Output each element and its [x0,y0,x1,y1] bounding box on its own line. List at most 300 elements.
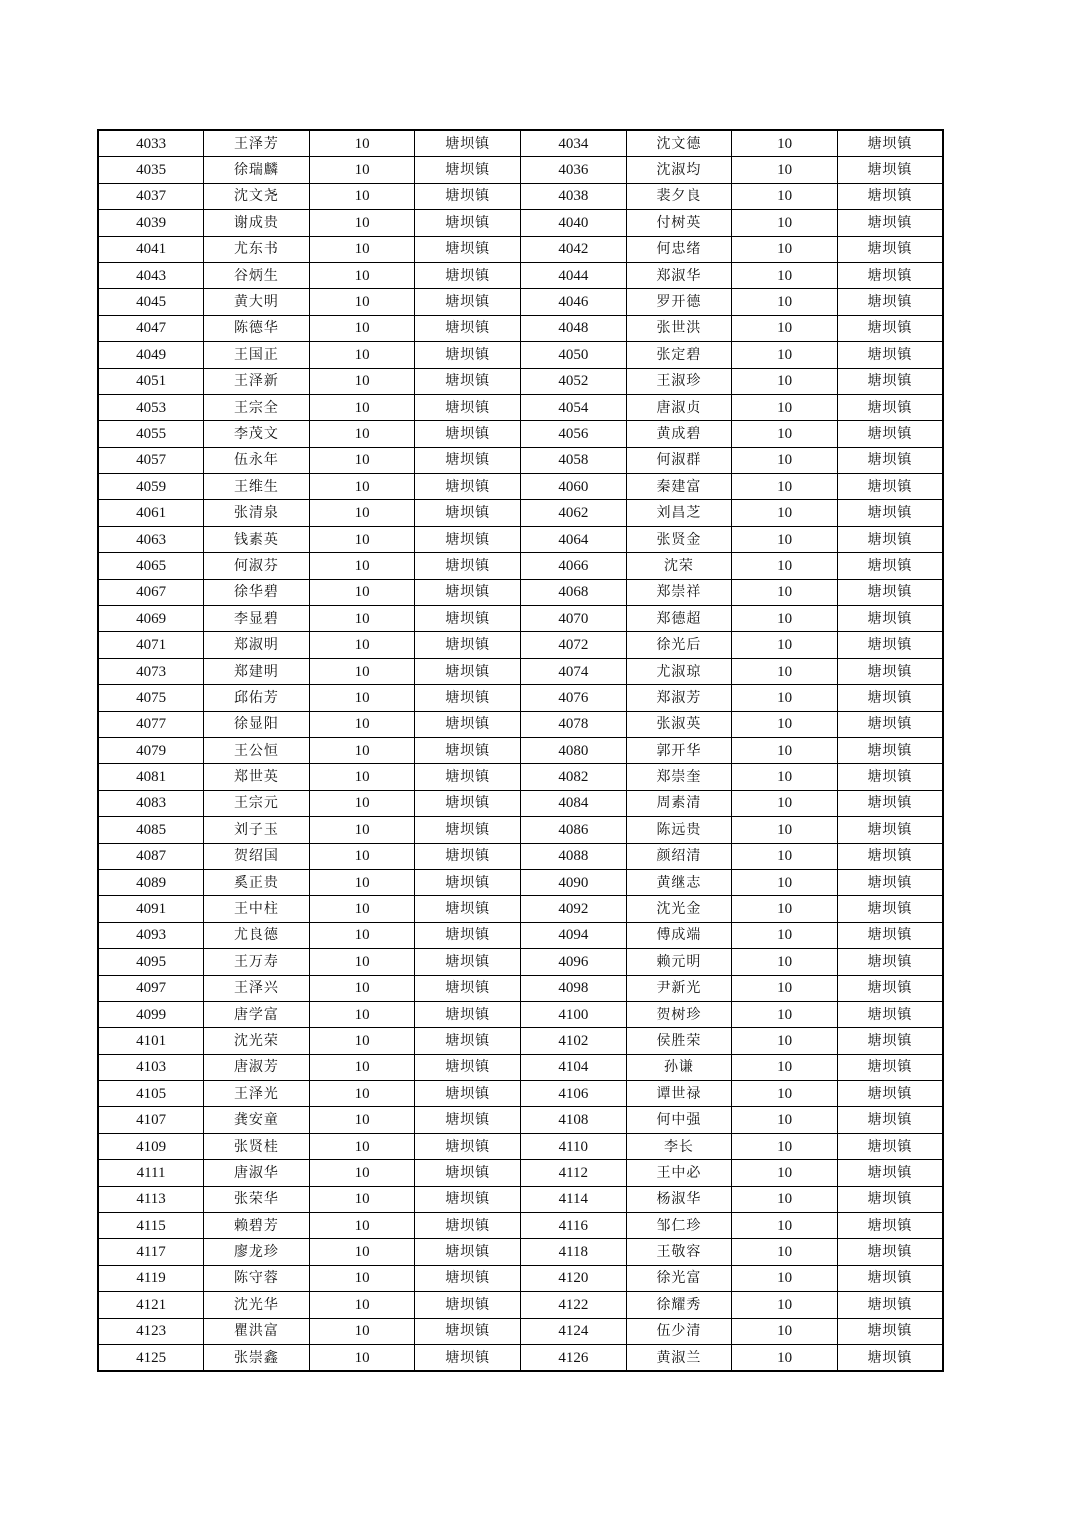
left-amount-cell: 10 [309,975,415,1001]
roster-body [98,130,943,1371]
right-person-name-cell: 周素清 [626,790,732,816]
table-row [98,658,943,684]
left-town-name-cell: 塘坝镇 [415,394,521,420]
right-record-id-cell: 4036 [521,157,627,183]
left-town-name-cell: 塘坝镇 [415,817,521,843]
left-record-id-cell: 4083 [98,790,204,816]
right-town-name-cell: 塘坝镇 [837,474,943,500]
left-town-name-cell: 塘坝镇 [415,130,521,157]
left-amount-cell: 10 [309,236,415,262]
table-row [98,1160,943,1186]
left-record-id-cell: 4099 [98,1001,204,1027]
left-record-id-cell: 4087 [98,843,204,869]
left-record-id-cell: 4041 [98,236,204,262]
right-amount-cell: 10 [732,236,838,262]
left-town-name-cell: 塘坝镇 [415,368,521,394]
right-amount-cell: 10 [732,922,838,948]
left-record-id-cell: 4119 [98,1265,204,1291]
left-town-name-cell: 塘坝镇 [415,1265,521,1291]
left-town-name-cell: 塘坝镇 [415,1054,521,1080]
left-town-name-cell: 塘坝镇 [415,1133,521,1159]
left-amount-cell: 10 [309,130,415,157]
right-record-id-cell: 4048 [521,315,627,341]
right-town-name-cell: 塘坝镇 [837,1054,943,1080]
right-record-id-cell: 4040 [521,210,627,236]
right-amount-cell: 10 [732,658,838,684]
right-amount-cell: 10 [732,632,838,658]
left-record-id-cell: 4075 [98,685,204,711]
right-record-id-cell: 4098 [521,975,627,1001]
left-person-name-cell: 徐瑞麟 [204,157,310,183]
table-row [98,869,943,895]
left-town-name-cell: 塘坝镇 [415,289,521,315]
right-town-name-cell: 塘坝镇 [837,790,943,816]
left-amount-cell: 10 [309,1186,415,1212]
right-town-name-cell: 塘坝镇 [837,949,943,975]
left-record-id-cell: 4049 [98,342,204,368]
table-row [98,130,943,157]
right-person-name-cell: 何中强 [626,1107,732,1133]
right-town-name-cell: 塘坝镇 [837,1028,943,1054]
left-amount-cell: 10 [309,526,415,552]
left-amount-cell: 10 [309,1265,415,1291]
right-person-name-cell: 傅成端 [626,922,732,948]
right-amount-cell: 10 [732,1265,838,1291]
table-row [98,421,943,447]
left-record-id-cell: 4039 [98,210,204,236]
right-town-name-cell: 塘坝镇 [837,500,943,526]
right-record-id-cell: 4044 [521,262,627,288]
right-town-name-cell: 塘坝镇 [837,157,943,183]
left-town-name-cell: 塘坝镇 [415,790,521,816]
left-amount-cell: 10 [309,1213,415,1239]
left-town-name-cell: 塘坝镇 [415,1318,521,1344]
right-town-name-cell: 塘坝镇 [837,1344,943,1371]
left-town-name-cell: 塘坝镇 [415,1292,521,1318]
table-row [98,342,943,368]
left-person-name-cell: 刘子玉 [204,817,310,843]
right-person-name-cell: 徐光后 [626,632,732,658]
left-person-name-cell: 郑建明 [204,658,310,684]
right-person-name-cell: 赖元明 [626,949,732,975]
right-person-name-cell: 沈光金 [626,896,732,922]
left-person-name-cell: 唐学富 [204,1001,310,1027]
right-record-id-cell: 4092 [521,896,627,922]
right-amount-cell: 10 [732,1213,838,1239]
left-person-name-cell: 王国正 [204,342,310,368]
right-record-id-cell: 4096 [521,949,627,975]
table-row [98,1186,943,1212]
right-person-name-cell: 刘昌芝 [626,500,732,526]
left-town-name-cell: 塘坝镇 [415,869,521,895]
right-town-name-cell: 塘坝镇 [837,922,943,948]
right-person-name-cell: 裴夕良 [626,183,732,209]
left-person-name-cell: 赖碧芳 [204,1213,310,1239]
right-town-name-cell: 塘坝镇 [837,447,943,473]
left-record-id-cell: 4071 [98,632,204,658]
table-row [98,1239,943,1265]
left-record-id-cell: 4109 [98,1133,204,1159]
right-amount-cell: 10 [732,157,838,183]
left-person-name-cell: 唐淑华 [204,1160,310,1186]
right-record-id-cell: 4034 [521,130,627,157]
left-town-name-cell: 塘坝镇 [415,922,521,948]
right-town-name-cell: 塘坝镇 [837,1318,943,1344]
right-town-name-cell: 塘坝镇 [837,421,943,447]
table-row [98,500,943,526]
left-town-name-cell: 塘坝镇 [415,896,521,922]
left-amount-cell: 10 [309,315,415,341]
right-amount-cell: 10 [732,342,838,368]
left-person-name-cell: 王泽新 [204,368,310,394]
left-amount-cell: 10 [309,368,415,394]
right-person-name-cell: 秦建富 [626,474,732,500]
right-amount-cell: 10 [732,817,838,843]
left-person-name-cell: 王中柱 [204,896,310,922]
left-amount-cell: 10 [309,157,415,183]
table-row [98,685,943,711]
left-town-name-cell: 塘坝镇 [415,1081,521,1107]
left-amount-cell: 10 [309,1028,415,1054]
right-person-name-cell: 张淑英 [626,711,732,737]
right-amount-cell: 10 [732,1186,838,1212]
left-person-name-cell: 张贤桂 [204,1133,310,1159]
right-record-id-cell: 4074 [521,658,627,684]
right-town-name-cell: 塘坝镇 [837,1292,943,1318]
left-town-name-cell: 塘坝镇 [415,737,521,763]
right-amount-cell: 10 [732,606,838,632]
right-town-name-cell: 塘坝镇 [837,130,943,157]
left-person-name-cell: 邱佑芳 [204,685,310,711]
right-town-name-cell: 塘坝镇 [837,1081,943,1107]
right-person-name-cell: 伍少清 [626,1318,732,1344]
table-row [98,975,943,1001]
right-town-name-cell: 塘坝镇 [837,579,943,605]
right-person-name-cell: 谭世禄 [626,1081,732,1107]
table-row [98,764,943,790]
left-person-name-cell: 郑淑明 [204,632,310,658]
left-person-name-cell: 王公恒 [204,737,310,763]
right-amount-cell: 10 [732,711,838,737]
left-amount-cell: 10 [309,394,415,420]
left-record-id-cell: 4085 [98,817,204,843]
left-amount-cell: 10 [309,606,415,632]
right-person-name-cell: 张世洪 [626,315,732,341]
right-amount-cell: 10 [732,896,838,922]
right-amount-cell: 10 [732,289,838,315]
left-amount-cell: 10 [309,711,415,737]
right-record-id-cell: 4062 [521,500,627,526]
right-person-name-cell: 王敬容 [626,1239,732,1265]
left-record-id-cell: 4103 [98,1054,204,1080]
right-amount-cell: 10 [732,737,838,763]
left-amount-cell: 10 [309,1318,415,1344]
right-person-name-cell: 郭开华 [626,737,732,763]
right-record-id-cell: 4126 [521,1344,627,1371]
left-town-name-cell: 塘坝镇 [415,421,521,447]
left-record-id-cell: 4043 [98,262,204,288]
right-person-name-cell: 沈淑均 [626,157,732,183]
right-amount-cell: 10 [732,1107,838,1133]
left-record-id-cell: 4077 [98,711,204,737]
right-town-name-cell: 塘坝镇 [837,368,943,394]
left-town-name-cell: 塘坝镇 [415,632,521,658]
right-amount-cell: 10 [732,579,838,605]
left-person-name-cell: 瞿洪富 [204,1318,310,1344]
left-town-name-cell: 塘坝镇 [415,1107,521,1133]
right-person-name-cell: 颜绍清 [626,843,732,869]
right-record-id-cell: 4118 [521,1239,627,1265]
right-amount-cell: 10 [732,474,838,500]
right-town-name-cell: 塘坝镇 [837,1133,943,1159]
right-town-name-cell: 塘坝镇 [837,606,943,632]
table-row [98,1318,943,1344]
right-record-id-cell: 4052 [521,368,627,394]
left-amount-cell: 10 [309,342,415,368]
right-record-id-cell: 4066 [521,553,627,579]
left-person-name-cell: 伍永年 [204,447,310,473]
right-amount-cell: 10 [732,500,838,526]
roster-table [97,129,944,1372]
left-record-id-cell: 4095 [98,949,204,975]
left-record-id-cell: 4047 [98,315,204,341]
table-row [98,843,943,869]
left-amount-cell: 10 [309,1239,415,1265]
left-person-name-cell: 谢成贵 [204,210,310,236]
left-amount-cell: 10 [309,1107,415,1133]
left-record-id-cell: 4113 [98,1186,204,1212]
left-town-name-cell: 塘坝镇 [415,447,521,473]
left-person-name-cell: 钱素英 [204,526,310,552]
left-person-name-cell: 张清泉 [204,500,310,526]
right-record-id-cell: 4038 [521,183,627,209]
left-person-name-cell: 唐淑芳 [204,1054,310,1080]
right-town-name-cell: 塘坝镇 [837,658,943,684]
right-amount-cell: 10 [732,1292,838,1318]
left-amount-cell: 10 [309,1054,415,1080]
right-person-name-cell: 尤淑琼 [626,658,732,684]
table-row [98,737,943,763]
right-person-name-cell: 唐淑贞 [626,394,732,420]
right-amount-cell: 10 [732,843,838,869]
table-row [98,817,943,843]
left-person-name-cell: 郑世英 [204,764,310,790]
left-amount-cell: 10 [309,1160,415,1186]
left-amount-cell: 10 [309,790,415,816]
table-row [98,394,943,420]
table-row [98,606,943,632]
left-amount-cell: 10 [309,500,415,526]
left-town-name-cell: 塘坝镇 [415,1239,521,1265]
right-amount-cell: 10 [732,949,838,975]
left-person-name-cell: 尤东书 [204,236,310,262]
right-record-id-cell: 4064 [521,526,627,552]
right-town-name-cell: 塘坝镇 [837,685,943,711]
left-person-name-cell: 李茂文 [204,421,310,447]
left-town-name-cell: 塘坝镇 [415,711,521,737]
left-person-name-cell: 陈德华 [204,315,310,341]
left-amount-cell: 10 [309,553,415,579]
right-person-name-cell: 侯胜荣 [626,1028,732,1054]
right-town-name-cell: 塘坝镇 [837,737,943,763]
right-amount-cell: 10 [732,526,838,552]
left-record-id-cell: 4079 [98,737,204,763]
left-record-id-cell: 4069 [98,606,204,632]
table-row [98,711,943,737]
left-town-name-cell: 塘坝镇 [415,1344,521,1371]
right-record-id-cell: 4056 [521,421,627,447]
left-record-id-cell: 4045 [98,289,204,315]
left-town-name-cell: 塘坝镇 [415,157,521,183]
right-person-name-cell: 沈文德 [626,130,732,157]
left-record-id-cell: 4093 [98,922,204,948]
right-town-name-cell: 塘坝镇 [837,236,943,262]
left-record-id-cell: 4067 [98,579,204,605]
right-amount-cell: 10 [732,130,838,157]
right-amount-cell: 10 [732,1081,838,1107]
right-amount-cell: 10 [732,315,838,341]
left-person-name-cell: 黄大明 [204,289,310,315]
left-person-name-cell: 王万寿 [204,949,310,975]
right-amount-cell: 10 [732,764,838,790]
right-person-name-cell: 王淑珍 [626,368,732,394]
right-amount-cell: 10 [732,869,838,895]
left-town-name-cell: 塘坝镇 [415,236,521,262]
left-person-name-cell: 尤良德 [204,922,310,948]
right-record-id-cell: 4114 [521,1186,627,1212]
left-town-name-cell: 塘坝镇 [415,658,521,684]
left-person-name-cell: 王维生 [204,474,310,500]
table-row [98,922,943,948]
right-town-name-cell: 塘坝镇 [837,1265,943,1291]
right-amount-cell: 10 [732,447,838,473]
left-person-name-cell: 李显碧 [204,606,310,632]
right-amount-cell: 10 [732,1028,838,1054]
table-row [98,1344,943,1371]
table-row [98,1028,943,1054]
right-record-id-cell: 4104 [521,1054,627,1080]
left-person-name-cell: 王泽兴 [204,975,310,1001]
right-record-id-cell: 4070 [521,606,627,632]
left-town-name-cell: 塘坝镇 [415,1160,521,1186]
right-record-id-cell: 4112 [521,1160,627,1186]
right-record-id-cell: 4122 [521,1292,627,1318]
left-town-name-cell: 塘坝镇 [415,685,521,711]
right-town-name-cell: 塘坝镇 [837,210,943,236]
right-person-name-cell: 徐光富 [626,1265,732,1291]
table-row [98,1292,943,1318]
left-town-name-cell: 塘坝镇 [415,526,521,552]
left-person-name-cell: 徐显阳 [204,711,310,737]
left-amount-cell: 10 [309,922,415,948]
left-person-name-cell: 贺绍国 [204,843,310,869]
right-amount-cell: 10 [732,975,838,1001]
left-record-id-cell: 4063 [98,526,204,552]
left-amount-cell: 10 [309,447,415,473]
right-town-name-cell: 塘坝镇 [837,342,943,368]
right-town-name-cell: 塘坝镇 [837,632,943,658]
table-row [98,1265,943,1291]
table-row [98,1001,943,1027]
right-record-id-cell: 4088 [521,843,627,869]
left-record-id-cell: 4037 [98,183,204,209]
right-amount-cell: 10 [732,421,838,447]
left-town-name-cell: 塘坝镇 [415,1028,521,1054]
left-town-name-cell: 塘坝镇 [415,342,521,368]
right-person-name-cell: 黄淑兰 [626,1344,732,1371]
left-town-name-cell: 塘坝镇 [415,764,521,790]
table-row [98,1081,943,1107]
left-amount-cell: 10 [309,869,415,895]
table-row [98,1054,943,1080]
left-amount-cell: 10 [309,1081,415,1107]
left-person-name-cell: 廖龙珍 [204,1239,310,1265]
left-town-name-cell: 塘坝镇 [415,262,521,288]
right-amount-cell: 10 [732,790,838,816]
right-record-id-cell: 4042 [521,236,627,262]
left-town-name-cell: 塘坝镇 [415,315,521,341]
right-person-name-cell: 郑崇祥 [626,579,732,605]
right-record-id-cell: 4124 [521,1318,627,1344]
table-row [98,790,943,816]
right-record-id-cell: 4120 [521,1265,627,1291]
left-person-name-cell: 王宗元 [204,790,310,816]
right-town-name-cell: 塘坝镇 [837,1107,943,1133]
left-record-id-cell: 4081 [98,764,204,790]
left-record-id-cell: 4097 [98,975,204,1001]
left-record-id-cell: 4065 [98,553,204,579]
left-person-name-cell: 张崇鑫 [204,1344,310,1371]
right-person-name-cell: 尹新光 [626,975,732,1001]
right-town-name-cell: 塘坝镇 [837,711,943,737]
right-record-id-cell: 4100 [521,1001,627,1027]
right-record-id-cell: 4060 [521,474,627,500]
left-amount-cell: 10 [309,949,415,975]
left-person-name-cell: 沈光荣 [204,1028,310,1054]
table-row [98,949,943,975]
left-record-id-cell: 4059 [98,474,204,500]
right-person-name-cell: 张贤金 [626,526,732,552]
left-record-id-cell: 4055 [98,421,204,447]
right-record-id-cell: 4086 [521,817,627,843]
right-person-name-cell: 贺树珍 [626,1001,732,1027]
right-record-id-cell: 4090 [521,869,627,895]
right-amount-cell: 10 [732,368,838,394]
right-record-id-cell: 4072 [521,632,627,658]
left-amount-cell: 10 [309,579,415,605]
right-amount-cell: 10 [732,1318,838,1344]
right-person-name-cell: 邹仁珍 [626,1213,732,1239]
right-person-name-cell: 付树英 [626,210,732,236]
right-record-id-cell: 4084 [521,790,627,816]
left-record-id-cell: 4033 [98,130,204,157]
left-town-name-cell: 塘坝镇 [415,183,521,209]
table-row [98,896,943,922]
table-row [98,1213,943,1239]
left-amount-cell: 10 [309,262,415,288]
right-amount-cell: 10 [732,1054,838,1080]
right-town-name-cell: 塘坝镇 [837,526,943,552]
right-record-id-cell: 4068 [521,579,627,605]
left-amount-cell: 10 [309,183,415,209]
left-record-id-cell: 4057 [98,447,204,473]
left-record-id-cell: 4123 [98,1318,204,1344]
left-town-name-cell: 塘坝镇 [415,843,521,869]
left-person-name-cell: 王宗全 [204,394,310,420]
right-town-name-cell: 塘坝镇 [837,869,943,895]
right-record-id-cell: 4076 [521,685,627,711]
right-person-name-cell: 郑崇奎 [626,764,732,790]
